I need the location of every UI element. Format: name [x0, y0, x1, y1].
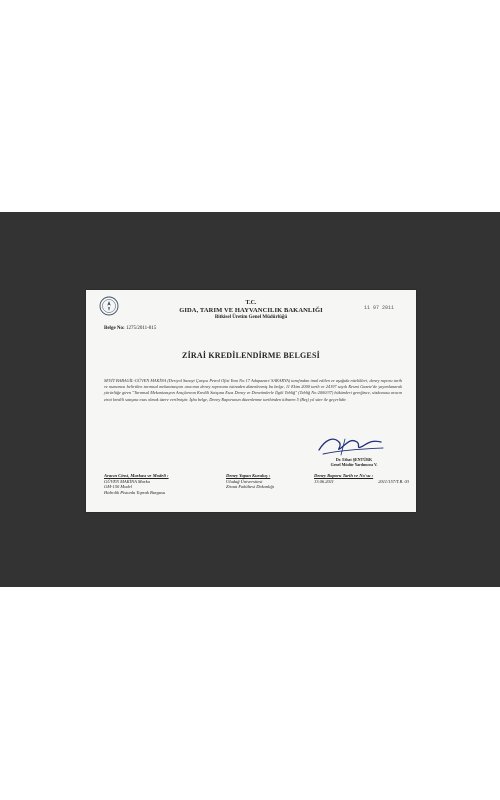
- vehicle-model: GM-150 Model: [104, 484, 132, 490]
- institution-info: [226, 473, 306, 490]
- report-details: [314, 479, 409, 485]
- document-number-label: Belge No:: [104, 326, 125, 331]
- report-number: 2011/157/T.B. 03: [378, 478, 409, 484]
- report-info: [314, 473, 409, 484]
- report-date: 13.06.2011: [314, 478, 334, 484]
- header-ministry: GIDA, TARIM VE HAYVANCILIK BAKANLIĞI: [179, 307, 323, 314]
- report-heading: Deney Raporu Tarih ve No'su :: [314, 473, 374, 478]
- document-number: [104, 326, 156, 331]
- vehicle-type: Hidrolik Pistonlu Toprak Burgusu: [104, 489, 166, 495]
- date-stamp: 11 07 2011: [363, 305, 394, 311]
- vehicle-heading: Aracın Cinsi, Markası ve Modeli :: [104, 473, 169, 478]
- document-number-value: 1275/2011-815: [125, 326, 157, 331]
- institution-university: Uludağ Üniversitesi: [226, 478, 263, 484]
- body-paragraph: SEYİT BABAGİL-GÜVEN MAKİNA (Dertyol Sanayi Çarşısı Petrol Ofisi Yanı No:17 Adapazarı/ SAKARYA) tarafından imal edilen ve aşağıda nitelikleri, deney raporu tarih ve numarası belirtilen tarımsal mekanizasyon aracının deney raporuna istinaden düzenlenmiş bu belge, 11 Ekim 2000 tarih ve 24197 sayılı Resmi Gazete'de yayımlanarak yürürlüğe giren "Tarımsal Mekanizasyon Araçlarının Kredili Satışına Esas Deney ve Denetimlerle İlgili Tebliğ" (Tebliğ No:2000/37) hükümleri gereğince, sözkonusu aracın zirai kredili satışına esas olmak üzere verilmiştir. İşbu belge, Deney Raporunun düzenlenme tarihinden itibaren 5 (Beş) yıl süre ile geçerlidir.: [104, 378, 402, 402]
- header-department: Bitkisel Üretim Genel Müdürlüğü: [214, 315, 288, 320]
- header-tc: T.C.: [245, 300, 257, 306]
- signer-role: Genel Müdür Yardımcısı V.: [330, 462, 378, 468]
- vehicle-brand: GÜVEN MAKİNA Marka: [104, 478, 150, 484]
- vehicle-info: [104, 473, 214, 495]
- document-title: ZİRAİ KREDİLENDİRME BELGESİ: [182, 351, 320, 360]
- institution-heading: Deney Yapan Kuruluş :: [226, 473, 271, 478]
- signer-block: [314, 457, 394, 468]
- ministry-seal-icon: [99, 296, 119, 316]
- institution-faculty: Ziraat Fakültesi Dekanlığı: [226, 484, 274, 490]
- certificate-document: [86, 290, 416, 512]
- signer-name: Dr. Ethat ŞENTÜRK: [335, 457, 373, 462]
- handwritten-signature-icon: [311, 430, 391, 460]
